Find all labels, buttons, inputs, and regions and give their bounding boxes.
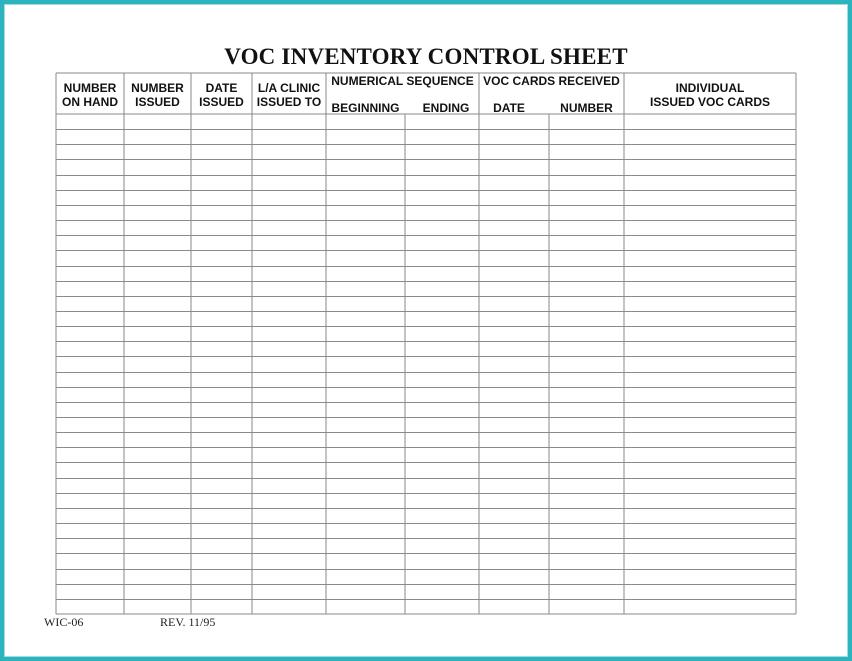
col-header-date-issued-line2: ISSUED — [199, 95, 244, 109]
form-id: WIC-06 — [44, 615, 84, 629]
col-header-beginning: BEGINNING — [331, 101, 400, 115]
col-group-header-voc-cards-received: VOC CARDS RECEIVED — [483, 74, 620, 88]
col-header-date: DATE — [493, 101, 525, 115]
col-header-individual-line2: ISSUED VOC CARDS — [649, 95, 771, 109]
col-header-number-on-hand-line2: ON HAND — [62, 95, 118, 109]
col-header-la-clinic-issued-to — [252, 81, 326, 109]
revision-label: REV. 11/95 — [160, 615, 216, 629]
col-header-la-clinic-line2: ISSUED TO — [256, 95, 322, 109]
col-header-ending: ENDING — [422, 101, 470, 115]
col-header-number: NUMBER — [560, 101, 613, 115]
col-header-number-issued-line1: NUMBER — [131, 81, 184, 95]
col-header-number-issued-line2: ISSUED — [135, 95, 180, 109]
col-header-individual-line1: INDIVIDUAL — [675, 81, 745, 95]
col-group-header-numerical-sequence: NUMERICAL SEQUENCE — [331, 74, 474, 88]
col-header-number-on-hand — [56, 81, 124, 109]
col-header-date-issued — [191, 81, 252, 109]
col-header-number-issued — [124, 81, 191, 109]
col-header-number-on-hand-line1: NUMBER — [63, 81, 117, 95]
col-header-date-issued-line1: DATE — [205, 81, 238, 95]
page-title: VOC INVENTORY CONTROL SHEET — [224, 44, 628, 69]
col-header-la-clinic-line1: L/A CLINIC — [257, 81, 321, 95]
col-header-individual-issued-voc-cards — [624, 81, 796, 109]
